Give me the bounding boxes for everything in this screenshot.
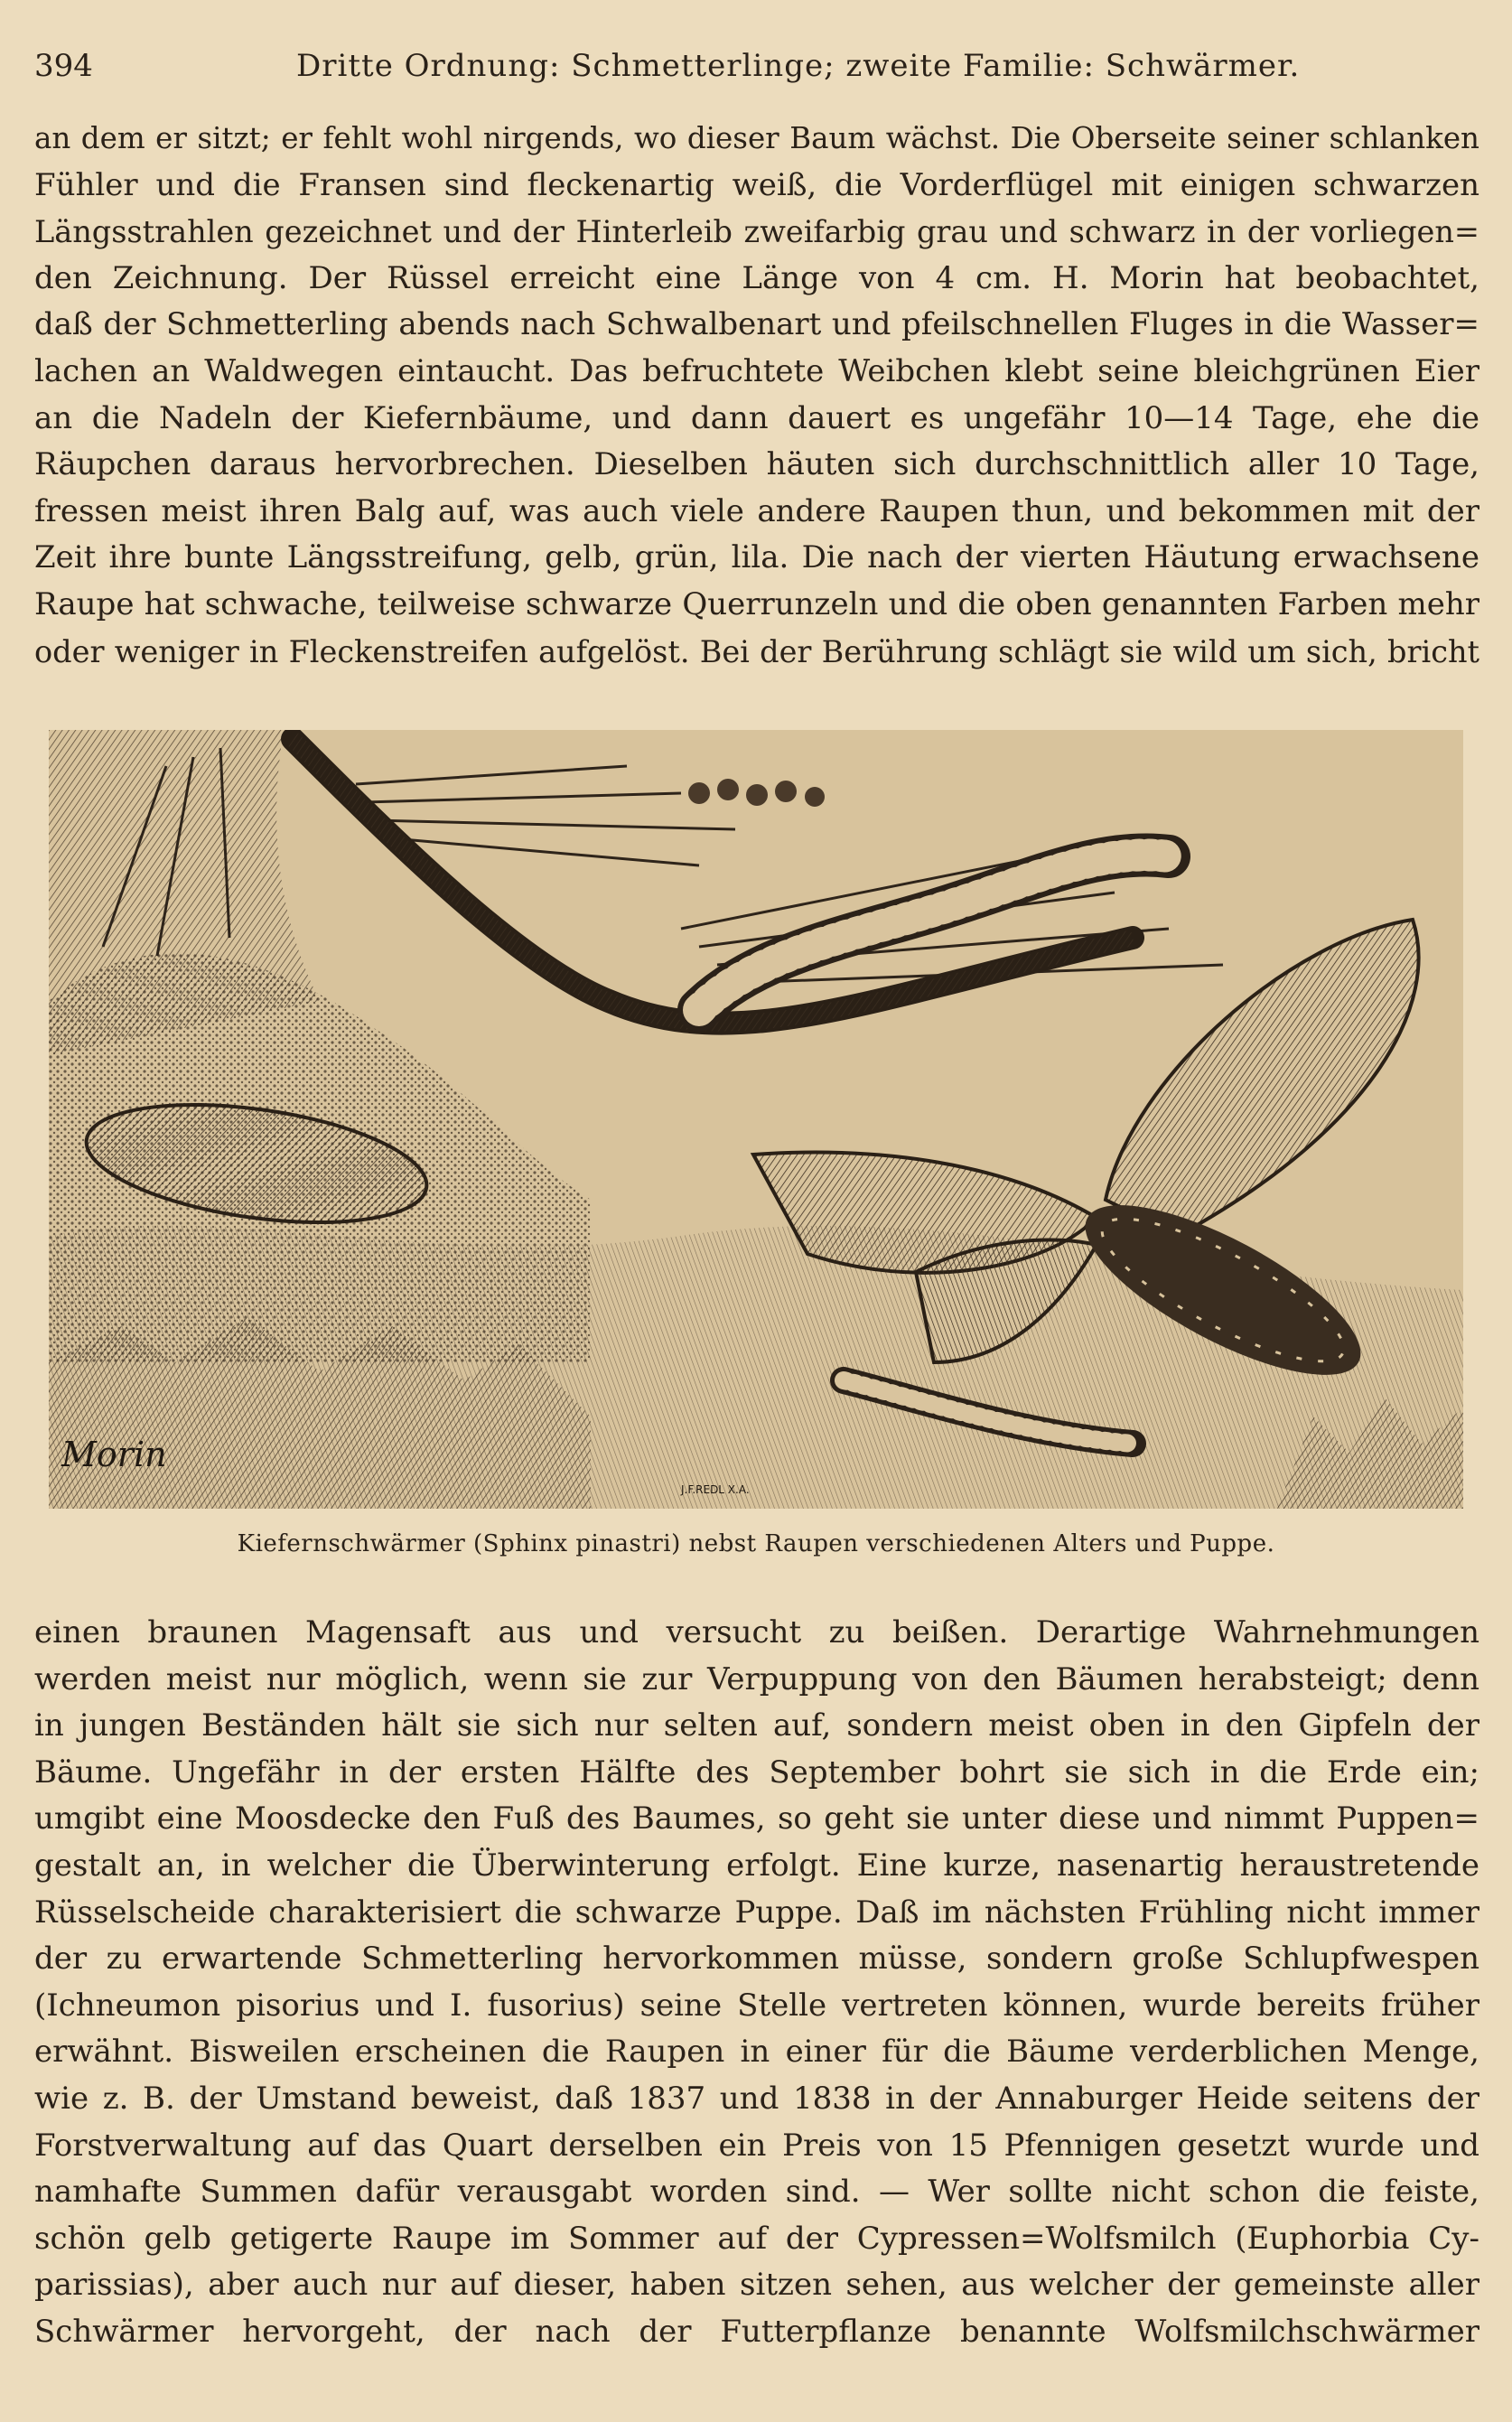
text-line: fressen meist ihren Balg auf, was auch viele andere Raupen thun, und bekommen mit der: [34, 492, 1479, 529]
text-line: Rüsselscheide charakterisiert die schwarze Puppe. Daß im nächsten Frühling nicht immer: [34, 1894, 1479, 1931]
page-number: 394: [34, 48, 93, 84]
text-line: Zeit ihre bunte Längsstreifung, gelb, grün, lila. Die nach der vierten Häutung erwachsene: [34, 539, 1479, 576]
text-line: namhafte Summen dafür verausgabt worden sind. — Wer sollte nicht schon die feiste,: [34, 2174, 1479, 2211]
text-line: wie z. B. der Umstand beweist, daß 1837 und 1838 in der Annaburger Heide seitens der: [34, 2080, 1479, 2117]
text-line: Raupe hat schwache, teilweise schwarze Querrunzeln und die oben genannten Farben mehr: [34, 585, 1479, 622]
text-line: an dem er sitzt; er fehlt wohl nirgends, wo dieser Baum wächst. Die Oberseite seiner schlanken: [34, 121, 1479, 155]
text-line: lachen an Waldwegen eintaucht. Das befruchtete Weibchen klebt seine bleichgrünen Eier: [34, 352, 1479, 389]
text-line: Fühler und die Fransen sind fleckenartig weiß, die Vorderflügel mit einigen schwarzen: [34, 166, 1479, 203]
text-line: parissias), aber auch nur auf dieser, haben sitzen sehen, aus welcher der gemeinste aller: [34, 2267, 1479, 2304]
text-line: schön gelb getigerte Raupe im Sommer auf der Cypressen=Wolfsmilch (Euphorbia Cy-: [34, 2220, 1479, 2257]
text-line: der zu erwartende Schmetterling hervorkommen müsse, sondern große Schlupfwespen: [34, 1940, 1479, 1978]
text-line: in jungen Beständen hält sie sich nur selten auf, sondern meist oben in den Gipfeln der: [34, 1707, 1479, 1744]
text-line: umgibt eine Moosdecke den Fuß des Baumes, so geht sie unter diese und nimmt Puppen=: [34, 1800, 1479, 1838]
text-line: daß der Schmetterling abends nach Schwalbenart und pfeilschnellen Fluges in die Wasser=: [34, 306, 1479, 343]
engraver-mark: J.F.REDL X.A.: [681, 1483, 750, 1496]
text-line: gestalt an, in welcher die Überwinterung erfolgt. Eine kurze, nasenartig heraustretende: [34, 1847, 1479, 1884]
paragraph-top: [34, 116, 1479, 675]
figure-caption: Kiefernschwärmer (Sphinx pinastri) nebst Raupen verschiedenen Alters und Puppe.: [237, 1530, 1275, 1557]
text-line: Längsstrahlen gezeichnet und der Hinterleib zweifarbig grau und schwarz in der vorliegen=: [34, 214, 1479, 250]
text-line: (Ichneumon pisorius und I. fusorius) seine Stelle vertreten können, wurde bereits früher: [34, 1987, 1479, 2024]
engraving-drawing: [49, 730, 1463, 1509]
text-line: Räupchen daraus hervorbrechen. Dieselben häuten sich durchschnittlich aller 10 Tage,: [34, 446, 1479, 483]
text-line: Forstverwaltung auf das Quart derselben ein Preis von 15 Pfennigen gesetzt wurde und: [34, 2127, 1479, 2164]
text-line: den Zeichnung. Der Rüssel erreicht eine Länge von 4 cm. H. Morin hat beobachtet,: [34, 259, 1479, 296]
text-line: oder weniger in Fleckenstreifen aufgelöst. Bei der Berührung schlägt sie wild um sich, bricht: [34, 633, 1479, 669]
engraving-illustration: [49, 730, 1463, 1509]
artist-signature: Morin: [61, 1435, 167, 1474]
text-line: werden meist nur möglich, wenn sie zur Verpuppung von den Bäumen herabsteigt; denn: [34, 1660, 1479, 1697]
text-line: einen braunen Magensaft aus und versucht zu beißen. Derartige Wahrnehmungen: [34, 1614, 1479, 1651]
paragraph-bottom: [34, 1610, 1479, 2356]
text-line: Schwärmer hervorgeht, der nach der Futterpflanze benannte Wolfsmilchschwärmer: [34, 2313, 1479, 2350]
text-line: Bäume. Ungefähr in der ersten Hälfte des September bohrt sie sich in die Erde ein;: [34, 1753, 1479, 1791]
text-line: erwähnt. Bisweilen erscheinen die Raupen in einer für die Bäume verderblichen Menge,: [34, 2034, 1479, 2071]
page-header: [34, 45, 1479, 87]
running-head: Dritte Ordnung: Schmetterlinge; zweite Familie: Schwärmer.: [296, 48, 1301, 84]
text-line: an die Nadeln der Kiefernbäume, und dann dauert es ungefähr 10—14 Tage, ehe die: [34, 399, 1479, 436]
